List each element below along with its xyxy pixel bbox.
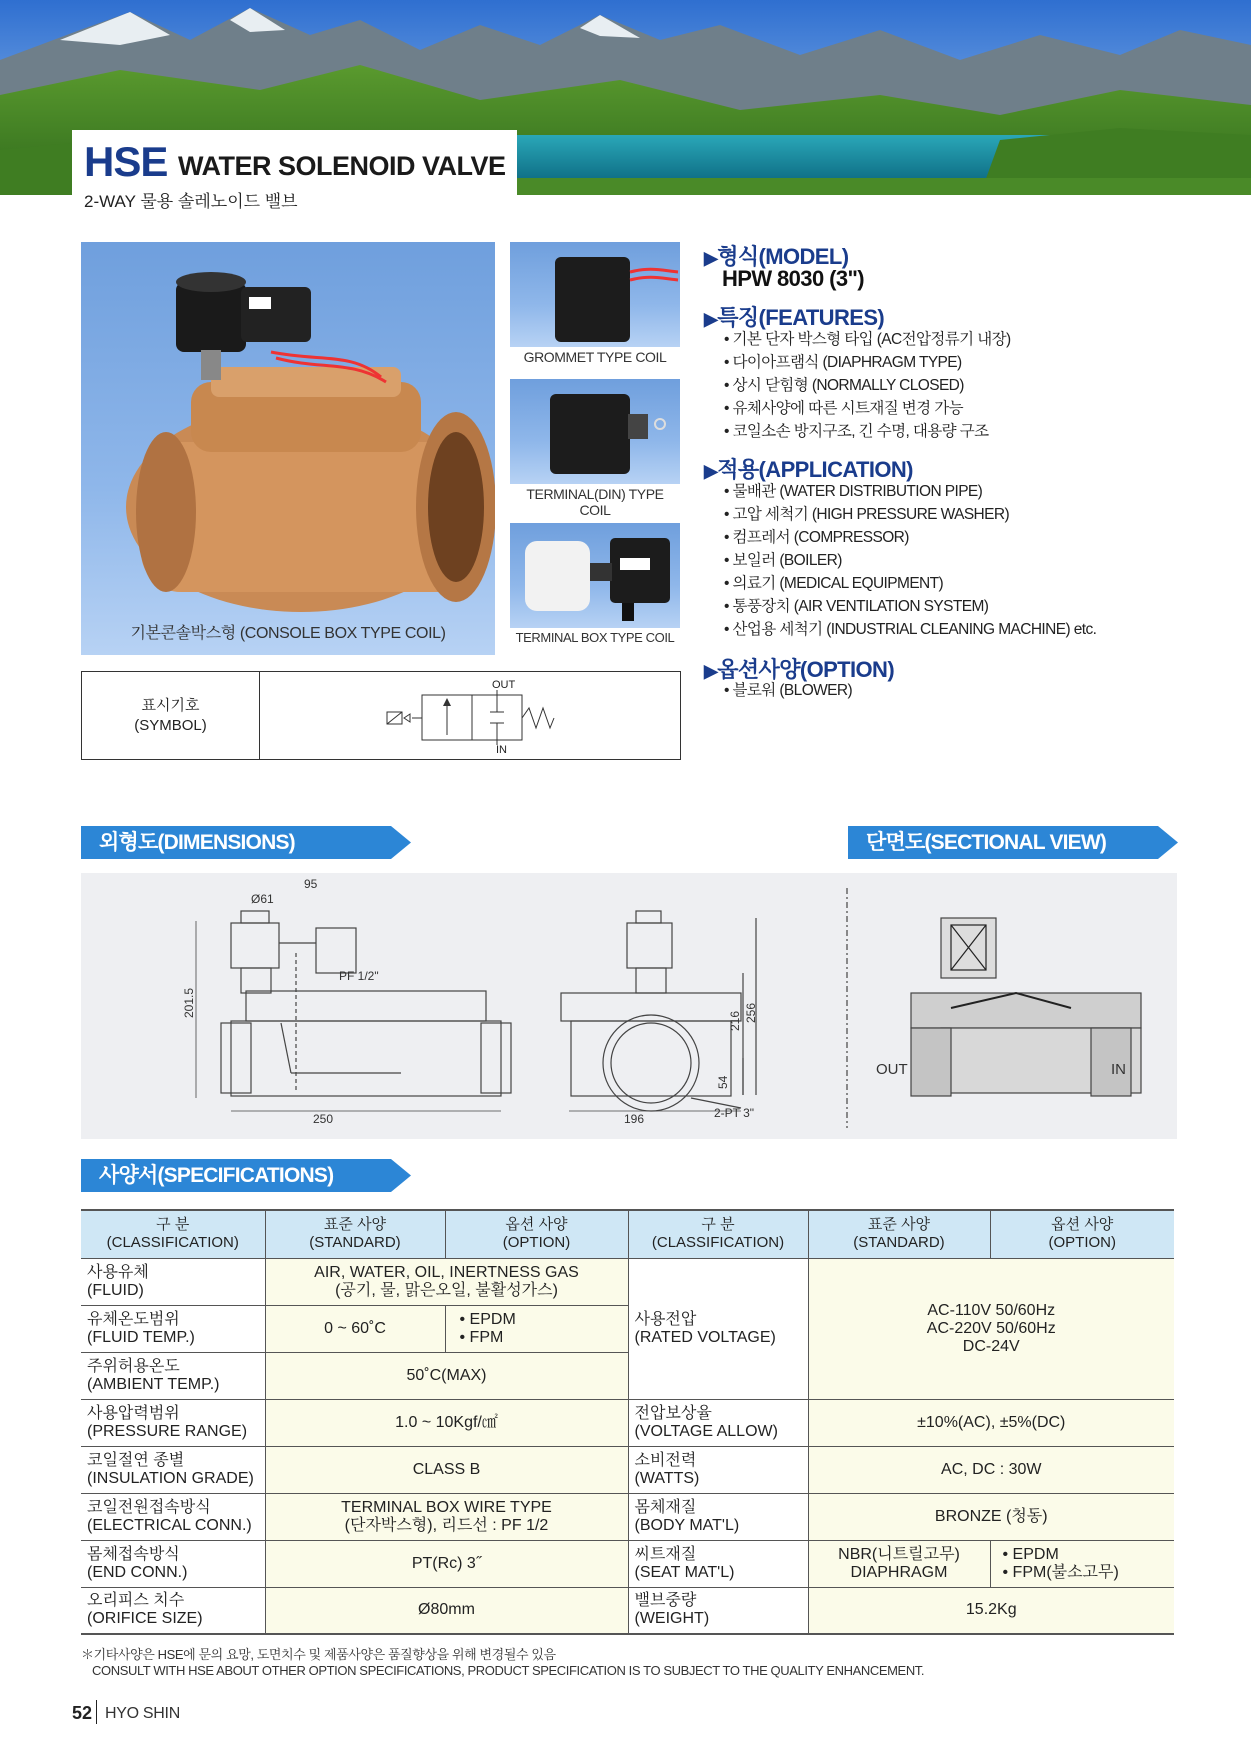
product-subtitle: 2-WAY 물용 솔레노이드 밸브 <box>84 192 298 211</box>
solenoid-valve-image <box>81 242 495 655</box>
dim-coil-diameter: Ø61 <box>251 892 274 906</box>
label-cell: 사용압력범위 (PRESSURE RANGE) <box>81 1399 265 1446</box>
application-text: 산업용 세척기 (INDUSTRIAL CLEANING MACHINE) etc. <box>732 621 1097 638</box>
dim-256: 256 <box>744 1002 758 1023</box>
value-cell: AIR, WATER, OIL, INERTNESS GAS (공기, 물, 맑은오일, 불활성가스) <box>265 1258 628 1305</box>
model-value: HPW 8030 (3") <box>722 266 865 291</box>
application-text: 통풍장치 (AIR VENTILATION SYSTEM) <box>732 598 989 615</box>
list-item: • 유체사양에 따른 시트재질 변경 가능 <box>724 400 963 417</box>
list-item: • 블로워 (BLOWER) <box>724 682 853 699</box>
symbol-label-en: (SYMBOL) <box>134 717 207 734</box>
footer-divider <box>96 1700 97 1724</box>
label-cell: 오리피스 치수 (ORIFICE SIZE) <box>81 1587 265 1634</box>
list-item: • 산업용 세척기 (INDUSTRIAL CLEANING MACHINE) etc. <box>724 621 1097 638</box>
arrow-right-icon: ▶ <box>704 248 718 268</box>
value-cell: 50˚C(MAX) <box>265 1352 628 1399</box>
application-text: 보일러 (BOILER) <box>732 552 842 569</box>
table-header-row <box>81 1210 1174 1258</box>
arrow-right-icon: ▶ <box>704 661 718 681</box>
features-list <box>724 328 1011 443</box>
list-item: • 의료기 (MEDICAL EQUIPMENT) <box>724 575 944 592</box>
list-item: • 보일러 (BOILER) <box>724 552 842 569</box>
application-list <box>724 480 1096 641</box>
list-item: • 코일소손 방지구조, 긴 수명, 대용량 구조 <box>724 423 989 440</box>
value-cell: • EPDM • FPM <box>445 1305 628 1352</box>
value-cell: PT(Rc) 3˝ <box>265 1540 628 1587</box>
feature-text: 다이아프램식 (DIAPHRAGM TYPE) <box>732 354 962 371</box>
grommet-coil-image <box>510 242 680 347</box>
application-text: 의료기 (MEDICAL EQUIPMENT) <box>732 575 944 592</box>
dim-54: 54 <box>716 1075 730 1089</box>
label-cell: 밸브중량 (WEIGHT) <box>628 1587 808 1634</box>
application-heading-text: 적용(APPLICATION) <box>717 457 913 482</box>
table-row <box>81 1258 1174 1305</box>
header-cell: 옵션 사양 (OPTION) <box>445 1210 628 1258</box>
note-english: CONSULT WITH HSE ABOUT OTHER OPTION SPECIFICATIONS, PRODUCT SPECIFICATION IS TO SUBJECT TO THE QUALITY ENHANCEMENT. <box>92 1663 925 1678</box>
arrow-right-icon: ▶ <box>704 309 718 329</box>
symbol-box <box>81 671 681 760</box>
dim-216: 216 <box>728 1010 742 1031</box>
list-item: • 상시 닫힘형 (NORMALLY CLOSED) <box>724 377 964 394</box>
dim-95: 95 <box>304 877 318 891</box>
label-cell: 몸체재질 (BODY MAT'L) <box>628 1493 808 1540</box>
dimension-drawings-panel <box>81 873 1177 1139</box>
value-cell: • EPDM • FPM(불소고무) <box>990 1540 1174 1587</box>
terminal-box-coil-image <box>510 523 680 628</box>
symbol-label-cell <box>82 672 260 759</box>
symbol-label-ko: 표시기호 <box>141 697 200 714</box>
value-cell: NBR(니트릴고무) DIAPHRAGM <box>808 1540 990 1587</box>
company-name: HYO SHIN <box>105 1705 180 1722</box>
value-cell: 15.2Kg <box>808 1587 1174 1634</box>
label-cell: 유체온도범위 (FLUID TEMP.) <box>81 1305 265 1352</box>
dim-length: 250 <box>313 1112 334 1126</box>
header-cell: 표준 사양 (STANDARD) <box>265 1210 445 1258</box>
header-cell: 표준 사양 (STANDARD) <box>808 1210 990 1258</box>
terminal-box-coil-caption: TERMINAL BOX TYPE COIL <box>515 630 675 645</box>
header-cell: 옵션 사양 (OPTION) <box>990 1210 1174 1258</box>
label-cell: 사용유체 (FLUID) <box>81 1258 265 1305</box>
label-cell: 코일전원접속방식 (ELECTRICAL CONN.) <box>81 1493 265 1540</box>
table-row <box>81 1446 1174 1493</box>
table-row <box>81 1540 1174 1587</box>
specifications-tab <box>81 1159 333 1192</box>
arrow-right-icon: ▶ <box>704 461 718 481</box>
value-cell: ±10%(AC), ±5%(DC) <box>808 1399 1174 1446</box>
label-cell: 주위허용온도 (AMBIENT TEMP.) <box>81 1352 265 1399</box>
label-cell: 씨트재질 (SEAT MAT'L) <box>628 1540 808 1587</box>
list-item: • 컴프레서 (COMPRESSOR) <box>724 529 909 546</box>
dimensions-tab-label: 외형도(DIMENSIONS) <box>99 831 295 854</box>
application-text: 고압 세척기 (HIGH PRESSURE WASHER) <box>732 506 1010 523</box>
list-item: • 기본 단자 박스형 타입 (AC전압정류기 내장) <box>724 331 1011 348</box>
sectional-in-label: IN <box>1111 1061 1126 1078</box>
main-product-photo <box>81 242 495 655</box>
terminal-box-coil-photo <box>510 523 680 628</box>
technical-drawing <box>81 873 1177 1139</box>
specifications-tab-label: 사양서(SPECIFICATIONS) <box>99 1164 334 1187</box>
application-text: 컴프레서 (COMPRESSOR) <box>732 529 909 546</box>
dim-pt: 2-PT 3" <box>714 1106 755 1120</box>
feature-text: 상시 닫힘형 (NORMALLY CLOSED) <box>732 377 964 394</box>
value-cell: 1.0 ~ 10Kgf/㎠ <box>265 1399 628 1446</box>
header-cell: 구 분 (CLASSIFICATION) <box>628 1210 808 1258</box>
page-number: 52 <box>72 1703 93 1723</box>
table-row <box>81 1587 1174 1634</box>
sectional-out-label: OUT <box>876 1061 908 1078</box>
value-cell: TERMINAL BOX WIRE TYPE (단자박스형), 리드선 : PF 1/2 <box>265 1493 628 1540</box>
feature-text: 기본 단자 박스형 타입 (AC전압정류기 내장) <box>732 331 1011 348</box>
brand-title: HSE <box>84 138 168 185</box>
din-coil-caption: TERMINAL(DIN) TYPE COIL <box>526 486 664 518</box>
label-cell: 코일절연 종별 (INSULATION GRADE) <box>81 1446 265 1493</box>
symbol-in-label: IN <box>496 744 507 756</box>
value-cell: 0 ~ 60˚C <box>265 1305 445 1352</box>
feature-text: 유체사양에 따른 시트재질 변경 가능 <box>732 400 963 417</box>
option-heading-text: 옵션사양(OPTION) <box>717 657 895 682</box>
sectional-view-tab <box>848 826 1106 859</box>
value-cell: AC-110V 50/60Hz AC-220V 50/60Hz DC-24V <box>808 1258 1174 1399</box>
value-cell: AC, DC : 30W <box>808 1446 1174 1493</box>
sectional-view-tab-label: 단면도(SECTIONAL VIEW) <box>866 831 1107 854</box>
din-coil-photo <box>510 379 680 484</box>
dim-width: 196 <box>624 1112 645 1126</box>
option-text: 블로워 (BLOWER) <box>732 682 853 699</box>
spec-table <box>81 1209 1174 1635</box>
list-item: • 통풍장치 (AIR VENTILATION SYSTEM) <box>724 598 989 615</box>
grommet-coil-caption: GROMMET TYPE COIL <box>523 349 667 365</box>
product-title: WATER SOLENOID VALVE <box>178 151 506 181</box>
value-cell: BRONZE (청동) <box>808 1493 1174 1540</box>
symbol-out-label: OUT <box>492 679 516 691</box>
application-text: 물배관 (WATER DISTRIBUTION PIPE) <box>732 483 983 500</box>
table-row <box>81 1399 1174 1446</box>
value-cell: CLASS B <box>265 1446 628 1493</box>
label-cell: 소비전력 (WATTS) <box>628 1446 808 1493</box>
list-item: • 물배관 (WATER DISTRIBUTION PIPE) <box>724 483 983 500</box>
list-item: • 고압 세척기 (HIGH PRESSURE WASHER) <box>724 506 1010 523</box>
dim-pf: PF 1/2" <box>339 969 379 983</box>
dim-height: 201.5 <box>182 987 196 1018</box>
features-heading-text: 특징(FEATURES) <box>717 305 885 330</box>
valve-symbol-icon <box>382 690 642 745</box>
table-row <box>81 1493 1174 1540</box>
feature-text: 코일소손 방지구조, 긴 수명, 대용량 구조 <box>732 423 989 440</box>
model-heading-text: 형식(MODEL) <box>717 244 849 269</box>
list-item: • 다이아프램식 (DIAPHRAGM TYPE) <box>724 354 962 371</box>
header-cell: 구 분 (CLASSIFICATION) <box>81 1210 265 1258</box>
note-korean: ＊기타사양은 HSE에 문의 요망, 도면치수 및 제품사양은 품질향상을 위해 변경될수 있음 <box>81 1647 556 1662</box>
grommet-coil-photo <box>510 242 680 347</box>
din-coil-image <box>510 379 680 484</box>
label-cell: 몸체접속방식 (END CONN.) <box>81 1540 265 1587</box>
option-list <box>724 679 852 702</box>
value-cell: Ø80mm <box>265 1587 628 1634</box>
dimensions-tab <box>81 826 295 859</box>
label-cell: 사용전압 (RATED VOLTAGE) <box>628 1258 808 1399</box>
label-cell: 전압보상율 (VOLTAGE ALLOW) <box>628 1399 808 1446</box>
main-photo-caption: 기본콘솔박스형 (CONSOLE BOX TYPE COIL) <box>130 625 446 642</box>
